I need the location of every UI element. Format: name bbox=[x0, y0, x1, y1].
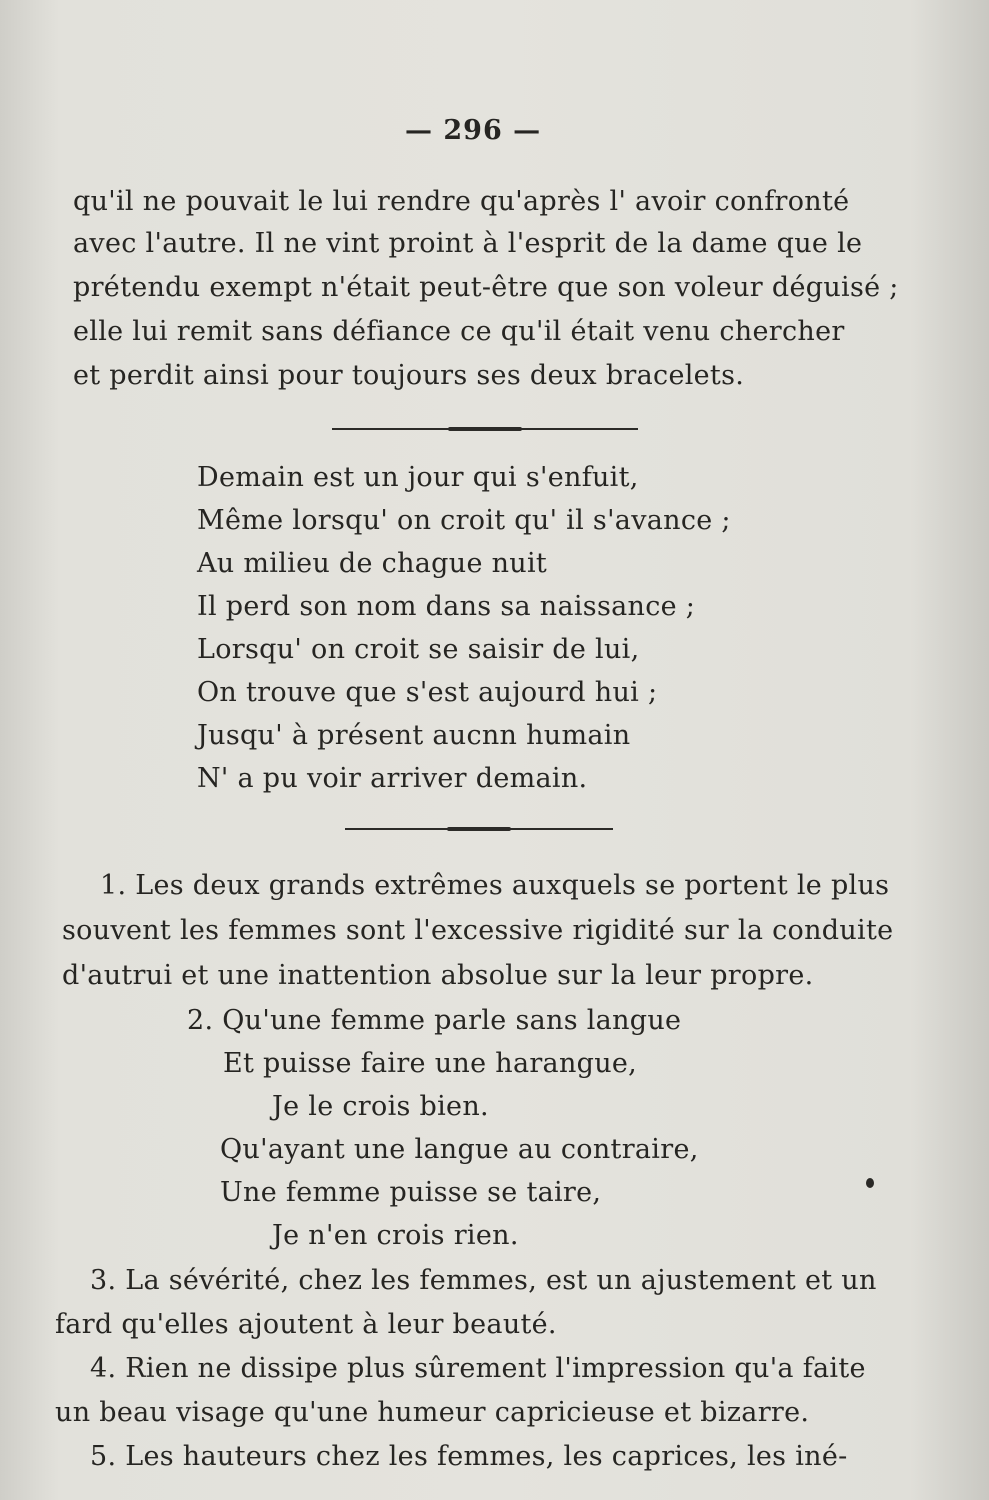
poem-line: N' a pu voir arriver demain. bbox=[197, 763, 588, 794]
paragraph-line: avec l'autre. Il ne vint proint à l'esprit de la dame que le bbox=[73, 228, 863, 259]
paragraph-line: prétendu exempt n'était peut-être que son voleur déguisé ; bbox=[73, 272, 899, 303]
maxim-3-line: 3. La sévérité, chez les femmes, est un ajustement et un bbox=[90, 1265, 877, 1296]
ink-speck bbox=[866, 1178, 874, 1188]
section-divider bbox=[332, 428, 638, 430]
maxim-4-line: 4. Rien ne dissipe plus sûrement l'impression qu'a faite bbox=[90, 1353, 866, 1384]
maxim-4-line: un beau visage qu'une humeur capricieuse et bizarre. bbox=[55, 1397, 810, 1428]
maxim-5-line: 5. Les hauteurs chez les femmes, les caprices, les iné- bbox=[90, 1441, 848, 1472]
poem-line: On trouve que s'est aujourd hui ; bbox=[197, 677, 658, 708]
section-divider bbox=[345, 828, 613, 830]
paragraph-line: elle lui remit sans défiance ce qu'il était venu chercher bbox=[73, 316, 845, 347]
maxim-2-line: Une femme puisse se taire, bbox=[220, 1177, 602, 1208]
paragraph-line: et perdit ainsi pour toujours ses deux bracelets. bbox=[73, 360, 745, 391]
poem-line: Même lorsqu' on croit qu' il s'avance ; bbox=[197, 505, 731, 536]
maxim-3-line: fard qu'elles ajoutent à leur beauté. bbox=[55, 1309, 557, 1340]
page-number: — 296 — bbox=[405, 115, 542, 146]
paragraph-line: qu'il ne pouvait le lui rendre qu'après l' avoir confronté bbox=[73, 186, 850, 217]
maxim-2-line: Et puisse faire une harangue, bbox=[223, 1048, 638, 1079]
poem-line: Lorsqu' on croit se saisir de lui, bbox=[197, 634, 640, 665]
maxim-1-line: 1. Les deux grands extrêmes auxquels se portent le plus bbox=[100, 870, 890, 901]
maxim-1-line: d'autrui et une inattention absolue sur la leur propre. bbox=[62, 960, 814, 991]
maxim-2-line: Je le crois bien. bbox=[272, 1091, 489, 1122]
poem-line: Au milieu de chague nuit bbox=[197, 548, 548, 579]
poem-line: Il perd son nom dans sa naissance ; bbox=[197, 591, 696, 622]
maxim-2-line: 2. Qu'une femme parle sans langue bbox=[187, 1005, 682, 1036]
poem-line: Jusqu' à présent aucnn humain bbox=[197, 720, 631, 751]
poem-line: Demain est un jour qui s'enfuit, bbox=[197, 462, 639, 493]
maxim-2-line: Je n'en crois rien. bbox=[272, 1220, 519, 1251]
maxim-2-line: Qu'ayant une langue au contraire, bbox=[220, 1134, 699, 1165]
maxim-1-line: souvent les femmes sont l'excessive rigidité sur la conduite bbox=[62, 915, 894, 946]
